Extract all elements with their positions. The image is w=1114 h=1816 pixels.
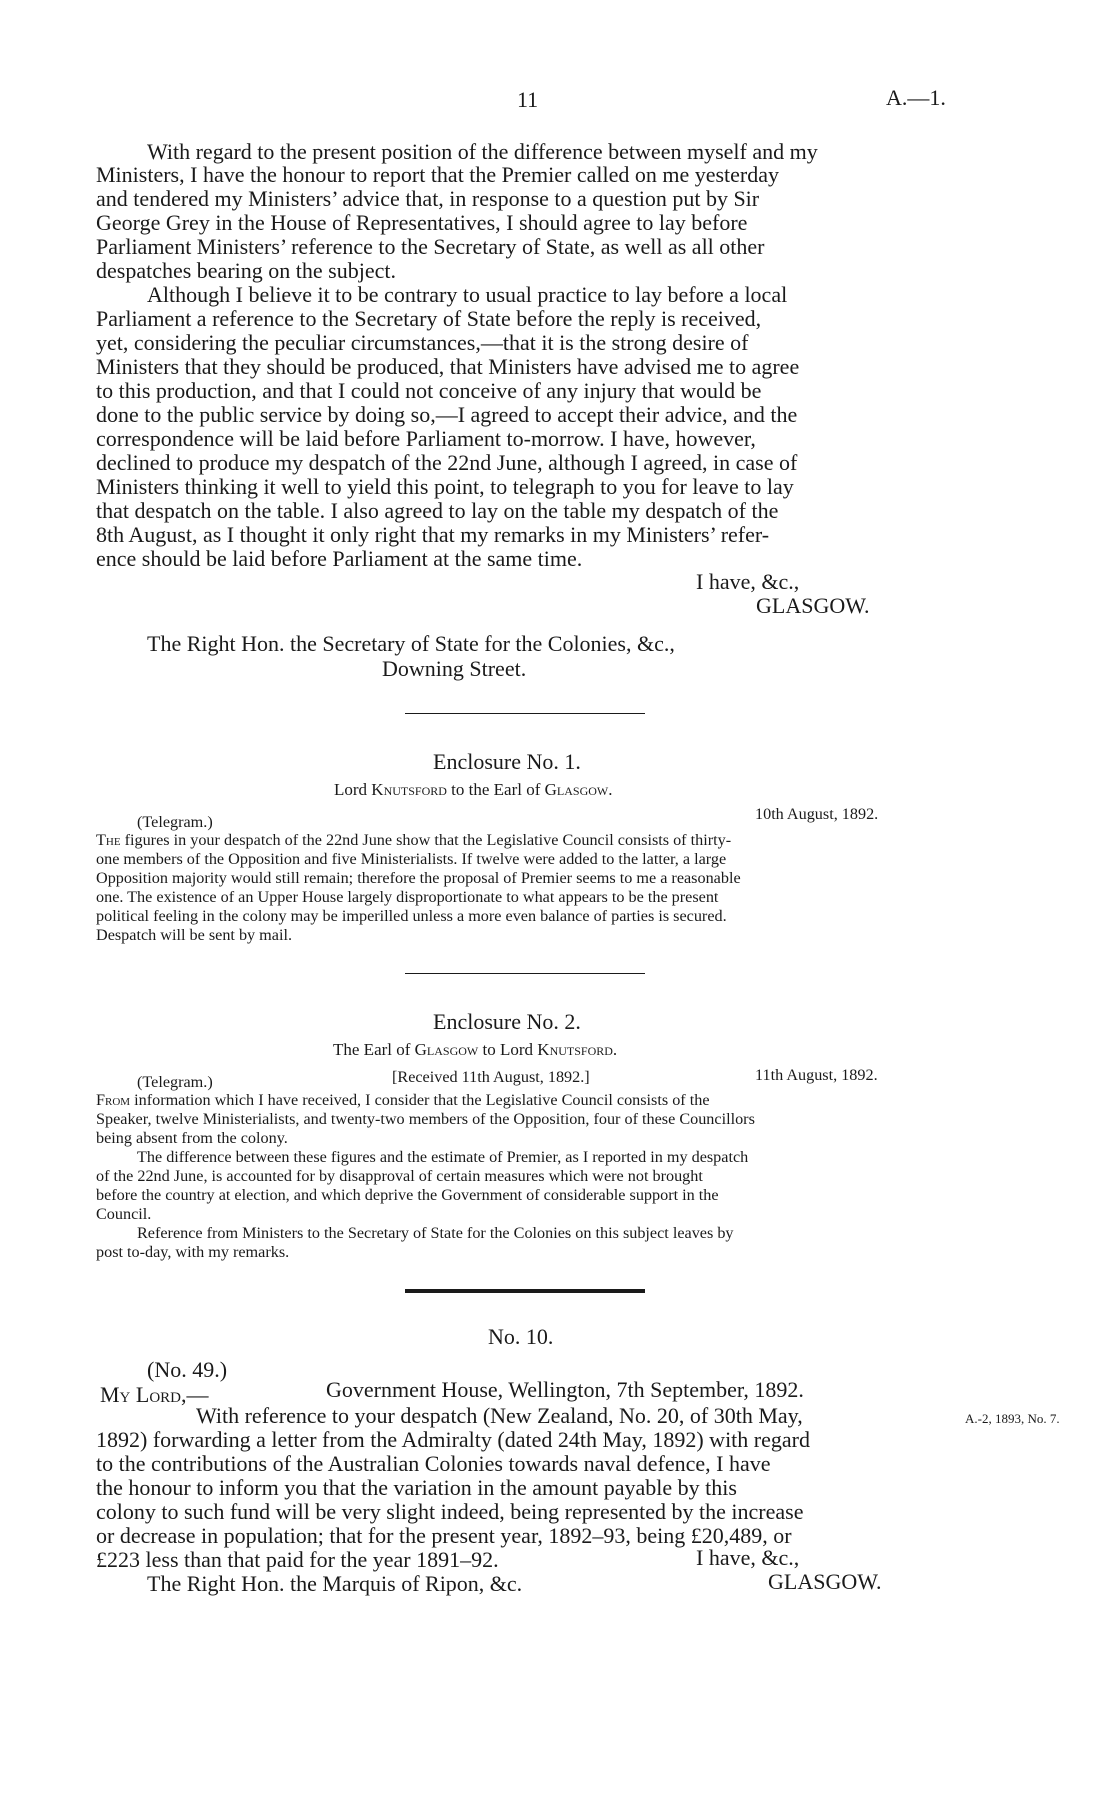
addressee-street: Downing Street. [382, 656, 527, 681]
text-line: With reference to your despatch (New Zealand, No. 20, of 30th May, [196, 1403, 803, 1428]
subtitle-name: Knutsford [537, 1040, 613, 1059]
text-line: yet, considering the peculiar circumstances,—that it is the strong desire of [96, 330, 749, 355]
text-line: one. The existence of an Upper House largely disproportionate to what appears to be the present [96, 888, 719, 906]
text-line: declined to produce my despatch of the 22nd June, although I agreed, in case of [96, 450, 798, 475]
text-line: Ministers thinking it well to yield this point, to telegraph to you for leave to lay [96, 474, 794, 499]
no10-title: No. 10. [488, 1324, 554, 1349]
telegram-date: 10th August, 1892. [755, 805, 879, 823]
divider [405, 973, 645, 974]
text-line: being absent from the colony. [96, 1129, 288, 1147]
enclosure-1-subtitle [334, 780, 613, 800]
text-line: that despatch on the table. I also agreed to lay on the table my despatch of the [96, 498, 779, 523]
text-line: 1892) forwarding a letter from the Admiralty (dated 24th May, 1892) with regard [96, 1427, 810, 1452]
subtitle-text: to Lord [478, 1040, 538, 1059]
text-segment: information which I have received, I consider that the Legislative Council consists of the [130, 1091, 710, 1109]
subtitle-name: Glasgow [414, 1040, 479, 1059]
text-line: With regard to the present position of the difference between myself and my [147, 139, 818, 164]
closing: I have, &c., [696, 1545, 800, 1570]
telegram-date: 11th August, 1892. [755, 1066, 878, 1084]
telegram-label: (Telegram.) [137, 1073, 213, 1091]
first-word: From [96, 1091, 131, 1109]
received-note: [Received 11th August, 1892.] [392, 1068, 590, 1086]
text-line [96, 1091, 710, 1110]
divider [405, 713, 645, 714]
text-line: Although I believe it to be contrary to usual practice to lay before a local [147, 282, 788, 307]
text-segment: figures in your despatch of the 22nd June show that the Legislative Council consists of thirty- [120, 831, 732, 849]
addressee: The Right Hon. the Secretary of State for the Colonies, &c., [147, 631, 675, 656]
text-line [96, 831, 731, 850]
text-line: £223 less than that paid for the year 1891–92. [96, 1547, 499, 1572]
text-line: Council. [96, 1205, 152, 1223]
text-line: colony to such fund will be very slight indeed, being represented by the increase [96, 1499, 804, 1524]
subtitle-name: Knutsford [371, 780, 447, 799]
text-line: Speaker, twelve Ministerialists, and twenty-two members of the Opposition, four of these Councillors [96, 1110, 755, 1128]
addressee: The Right Hon. the Marquis of Ripon, &c. [147, 1571, 523, 1596]
subtitle-text: The Earl of [333, 1040, 415, 1059]
subtitle-text: . [608, 780, 613, 799]
text-line: one members of the Opposition and five Ministerialists. If twelve were added to the latter, a large [96, 850, 727, 868]
text-line: political feeling in the colony may be imperilled unless a more even balance of parties is secured. [96, 907, 727, 925]
document-reference: A.—1. [886, 85, 946, 110]
text-line: The difference between these figures and the estimate of Premier, as I reported in my despatch [137, 1148, 749, 1166]
text-line: Reference from Ministers to the Secretary of State for the Colonies on this subject leaves by [137, 1224, 734, 1242]
subtitle-text: to the Earl of [446, 780, 545, 799]
text-line: or decrease in population; that for the present year, 1892–93, being £20,489, or [96, 1523, 792, 1548]
text-line: Ministers that they should be produced, that Ministers have advised me to agree [96, 354, 800, 379]
enclosure-1-title: Enclosure No. 1. [433, 749, 581, 774]
subtitle-name: Glasgow [544, 780, 609, 799]
subtitle-text: . [612, 1040, 618, 1059]
text-line: the honour to inform you that the variation in the amount payable by this [96, 1475, 737, 1500]
place-date: Government House, Wellington, 7th September, 1892. [326, 1377, 804, 1402]
text-line: Ministers, I have the honour to report that the Premier called on me yesterday [96, 162, 780, 187]
signature: GLASGOW. [756, 593, 870, 618]
text-line: ence should be laid before Parliament at the same time. [96, 546, 583, 571]
despatch-number: (No. 49.) [147, 1357, 228, 1382]
enclosure-2-title: Enclosure No. 2. [433, 1009, 581, 1034]
text-line: despatches bearing on the subject. [96, 258, 396, 283]
first-word: The [96, 831, 121, 849]
signature: GLASGOW. [768, 1569, 882, 1594]
text-line: correspondence will be laid before Parliament to-morrow. I have, however, [96, 426, 756, 451]
text-line: Opposition majority would still remain; therefore the proposal of Premier seems to me a reasonable [96, 869, 741, 887]
text-line: of the 22nd June, is accounted for by disapproval of certain measures which were not brought [96, 1167, 703, 1185]
margin-note: A.-2, 1893, No. 7. [965, 1411, 1060, 1426]
page-number: 11 [517, 87, 539, 112]
text-line: before the country at election, and which deprive the Government of considerable support in the [96, 1186, 719, 1204]
enclosure-2-subtitle [333, 1040, 617, 1060]
text-line: Parliament Ministers’ reference to the Secretary of State, as well as all other [96, 234, 765, 259]
subtitle-text: Lord [334, 780, 372, 799]
text-line: Despatch will be sent by mail. [96, 926, 293, 944]
text-line: George Grey in the House of Representatives, I should agree to lay before [96, 210, 748, 235]
telegram-label: (Telegram.) [137, 813, 213, 831]
text-line: done to the public service by doing so,—I agreed to accept their advice, and the [96, 402, 798, 427]
salutation: My Lord,— [100, 1382, 209, 1407]
text-line: Parliament a reference to the Secretary of State before the reply is received, [96, 306, 762, 331]
divider [405, 1289, 645, 1293]
text-line: and tendered my Ministers’ advice that, in response to a question put by Sir [96, 186, 760, 211]
text-line: to this production, and that I could not conceive of any injury that would be [96, 378, 762, 403]
text-line: post to-day, with my remarks. [96, 1243, 290, 1261]
text-line: to the contributions of the Australian Colonies towards naval defence, I have [96, 1451, 771, 1476]
closing: I have, &c., [696, 569, 800, 594]
text-line: 8th August, as I thought it only right that my remarks in my Ministers’ refer- [96, 522, 770, 547]
